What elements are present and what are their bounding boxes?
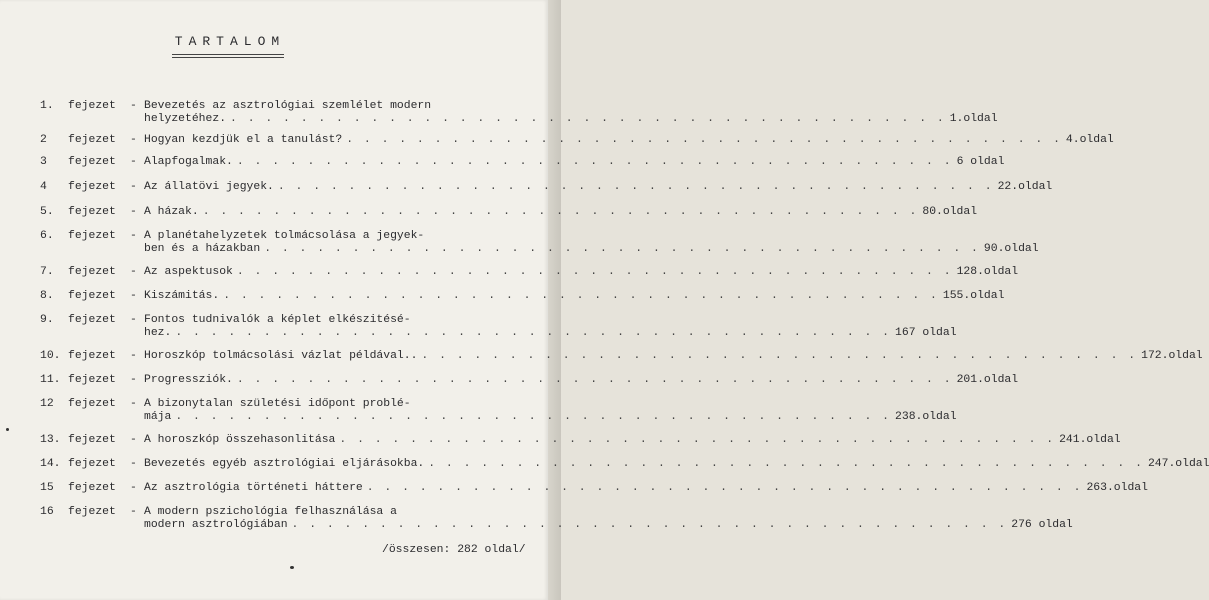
- chapter-title: Az aspektusok: [144, 266, 233, 278]
- chapter-page: 263.oldal: [1086, 482, 1148, 494]
- chapter-word: fejezet: [68, 134, 116, 146]
- chapter-number: 6.: [40, 230, 54, 242]
- chapter-title: A modern pszichológia felhasználása a: [144, 506, 397, 518]
- chapter-page: 6 oldal: [956, 156, 1005, 168]
- leader-dots: . . . . . . . . . . . . . . . . . . . . . . . . . . . . . . . . . . . . . . . . .: [277, 181, 994, 193]
- chapter-entry: [144, 506, 1073, 532]
- chapter-number: 5.: [40, 206, 54, 218]
- chapter-dash: -: [130, 350, 137, 362]
- chapter-title: Bevezetés egyéb asztrológiai eljárásokba.: [144, 458, 425, 470]
- chapter-entry: [144, 398, 957, 424]
- chapter-title: Hogyan kezdjük el a tanulást?: [144, 134, 343, 146]
- leader-dots: . . . . . . . . . . . . . . . . . . . . . . . . . . . . . . . . . . . . . . . . .: [223, 290, 939, 302]
- chapter-title-cont: hez.: [144, 327, 172, 339]
- chapter-number: 16: [40, 506, 54, 518]
- chapter-number: 4: [40, 181, 47, 193]
- chapter-word: fejezet: [68, 398, 116, 410]
- chapter-title: A bizonytalan születési időpont problé-: [144, 398, 411, 410]
- chapter-title: Horoszkóp tolmácsolási vázlat példával..: [144, 350, 418, 362]
- leader-dots: . . . . . . . . . . . . . . . . . . . . . . . . . . . . . . . . . . . . . . . . .: [236, 266, 953, 278]
- chapter-page: 172.oldal: [1141, 350, 1203, 362]
- chapter-word: fejezet: [68, 206, 116, 218]
- chapter-page: 90.oldal: [983, 243, 1039, 255]
- page-title: TARTALOM: [174, 34, 286, 49]
- ink-speck: [6, 428, 9, 431]
- chapter-dash: -: [130, 230, 137, 242]
- chapter-title: Fontos tudnivalók a képlet elkészitésé-: [144, 314, 411, 326]
- leader-dots: . . . . . . . . . . . . . . . . . . . . . . . . . . . . . . . . . . . . . . . . .: [202, 206, 919, 218]
- total-pages: /összesen: 282 oldal/: [382, 544, 526, 556]
- chapter-entry: [144, 458, 1209, 471]
- chapter-title: A házak.: [144, 206, 199, 218]
- chapter-title: Alapfogalmak.: [144, 156, 233, 168]
- chapter-entry: [144, 134, 1114, 147]
- chapter-title-cont: ben és a házakban: [144, 243, 261, 255]
- leader-dots: . . . . . . . . . . . . . . . . . . . . . . . . . . . . . . . . . . . . . . . . .: [236, 374, 953, 386]
- chapter-word: fejezet: [68, 458, 116, 470]
- chapter-dash: -: [130, 290, 137, 302]
- title-underline: [172, 54, 284, 58]
- chapter-dash: -: [130, 374, 137, 386]
- chapter-dash: -: [130, 458, 137, 470]
- chapter-dash: -: [130, 181, 137, 193]
- chapter-word: fejezet: [68, 100, 116, 112]
- chapter-number: 15: [40, 482, 54, 494]
- chapter-page: 276 oldal: [1011, 519, 1073, 531]
- chapter-number: 14.: [40, 458, 61, 470]
- leader-dots: . . . . . . . . . . . . . . . . . . . . . . . . . . . . . . . . . . . . . . . . .: [346, 134, 1062, 146]
- chapter-word: fejezet: [68, 266, 116, 278]
- chapter-page: 80.oldal: [922, 206, 978, 218]
- chapter-dash: -: [130, 134, 137, 146]
- chapter-entry: [144, 181, 1053, 194]
- chapter-dash: -: [130, 398, 137, 410]
- chapter-number: 11.: [40, 374, 61, 386]
- chapter-word: fejezet: [68, 506, 116, 518]
- chapter-dash: -: [130, 506, 137, 518]
- chapter-dash: -: [130, 434, 137, 446]
- chapter-number: 12: [40, 398, 54, 410]
- leader-dots: . . . . . . . . . . . . . . . . . . . . . . . . . . . . . . . . . . . . . . . . .: [175, 411, 892, 423]
- chapter-word: fejezet: [68, 434, 116, 446]
- chapter-word: fejezet: [68, 230, 116, 242]
- chapter-title-cont: helyzetéhez.: [144, 113, 227, 125]
- leader-dots: . . . . . . . . . . . . . . . . . . . . . . . . . . . . . . . . . . . . . . . . .: [339, 434, 1056, 446]
- chapter-entry: [144, 314, 957, 340]
- chapter-entry: [144, 230, 1039, 256]
- chapter-page: 128.oldal: [956, 266, 1019, 278]
- chapter-title: Progressziók.: [144, 374, 233, 386]
- chapter-word: fejezet: [68, 374, 116, 386]
- chapter-entry: [144, 482, 1148, 495]
- chapter-page: 247.oldal: [1147, 458, 1209, 470]
- chapter-title-cont: modern asztrológiában: [144, 519, 288, 531]
- chapter-number: 1.: [40, 100, 54, 112]
- chapter-page: 1.oldal: [949, 113, 998, 125]
- leader-dots: . . . . . . . . . . . . . . . . . . . . . . . . . . . . . . . . . . . . . . . . .: [230, 113, 946, 125]
- chapter-page: 201.oldal: [956, 374, 1019, 386]
- chapter-title: Kiszámitás.: [144, 290, 220, 302]
- chapter-number: 3: [40, 156, 47, 168]
- chapter-page: 238.oldal: [895, 411, 957, 423]
- chapter-word: fejezet: [68, 156, 116, 168]
- chapter-page: 22.oldal: [997, 181, 1053, 193]
- chapter-entry: [144, 374, 1019, 387]
- leader-dots: . . . . . . . . . . . . . . . . . . . . . . . . . . . . . . . . . . . . . . . . .: [366, 482, 1083, 494]
- chapter-entry: [144, 266, 1019, 279]
- chapter-page: 167 oldal: [895, 327, 957, 339]
- chapter-dash: -: [130, 156, 137, 168]
- chapter-entry: [144, 156, 1005, 169]
- chapter-word: fejezet: [68, 314, 116, 326]
- chapter-number: 9.: [40, 314, 54, 326]
- chapter-entry: [144, 206, 978, 219]
- chapter-title: A planétahelyzetek tolmácsolása a jegyek-: [144, 230, 425, 242]
- chapter-entry: [144, 350, 1203, 363]
- chapter-page: 4.oldal: [1065, 134, 1114, 146]
- chapter-page: 155.oldal: [942, 290, 1005, 302]
- chapter-word: fejezet: [68, 181, 116, 193]
- chapter-dash: -: [130, 482, 137, 494]
- chapter-number: 13.: [40, 434, 61, 446]
- chapter-title: Az asztrológia történeti háttere: [144, 482, 363, 494]
- chapter-dash: -: [130, 206, 137, 218]
- leader-dots: . . . . . . . . . . . . . . . . . . . . . . . . . . . . . . . . . . . . . . . . .: [291, 519, 1008, 531]
- chapter-word: fejezet: [68, 482, 116, 494]
- leader-dots: . . . . . . . . . . . . . . . . . . . . . . . . . . . . . . . . . . . . . . . . .: [264, 243, 980, 255]
- chapter-entry: [144, 434, 1121, 447]
- leader-dots: . . . . . . . . . . . . . . . . . . . . . . . . . . . . . . . . . . . . . . . . .: [236, 156, 953, 168]
- chapter-word: fejezet: [68, 350, 116, 362]
- chapter-dash: -: [130, 100, 137, 112]
- chapter-dash: -: [130, 266, 137, 278]
- chapter-dash: -: [130, 314, 137, 326]
- chapter-number: 8.: [40, 290, 54, 302]
- leader-dots: . . . . . . . . . . . . . . . . . . . . . . . . . . . . . . . . . . . . . . . . .: [428, 458, 1144, 470]
- chapter-entry: [144, 290, 1005, 303]
- chapter-word: fejezet: [68, 290, 116, 302]
- chapter-title: Bevezetés az asztrológiai szemlélet modern: [144, 100, 432, 112]
- leader-dots: . . . . . . . . . . . . . . . . . . . . . . . . . . . . . . . . . . . . . . . . .: [421, 350, 1138, 362]
- chapter-number: 2: [40, 134, 47, 146]
- leader-dots: . . . . . . . . . . . . . . . . . . . . . . . . . . . . . . . . . . . . . . . . .: [175, 327, 892, 339]
- ink-speck: [290, 566, 294, 569]
- chapter-entry: [144, 100, 998, 126]
- chapter-number: 10.: [40, 350, 61, 362]
- chapter-number: 7.: [40, 266, 54, 278]
- chapter-title: Az állatövi jegyek.: [144, 181, 274, 193]
- chapter-title-cont: mája: [144, 411, 172, 423]
- chapter-page: 241.oldal: [1059, 434, 1121, 446]
- chapter-title: A horoszkóp összehasonlitása: [144, 434, 336, 446]
